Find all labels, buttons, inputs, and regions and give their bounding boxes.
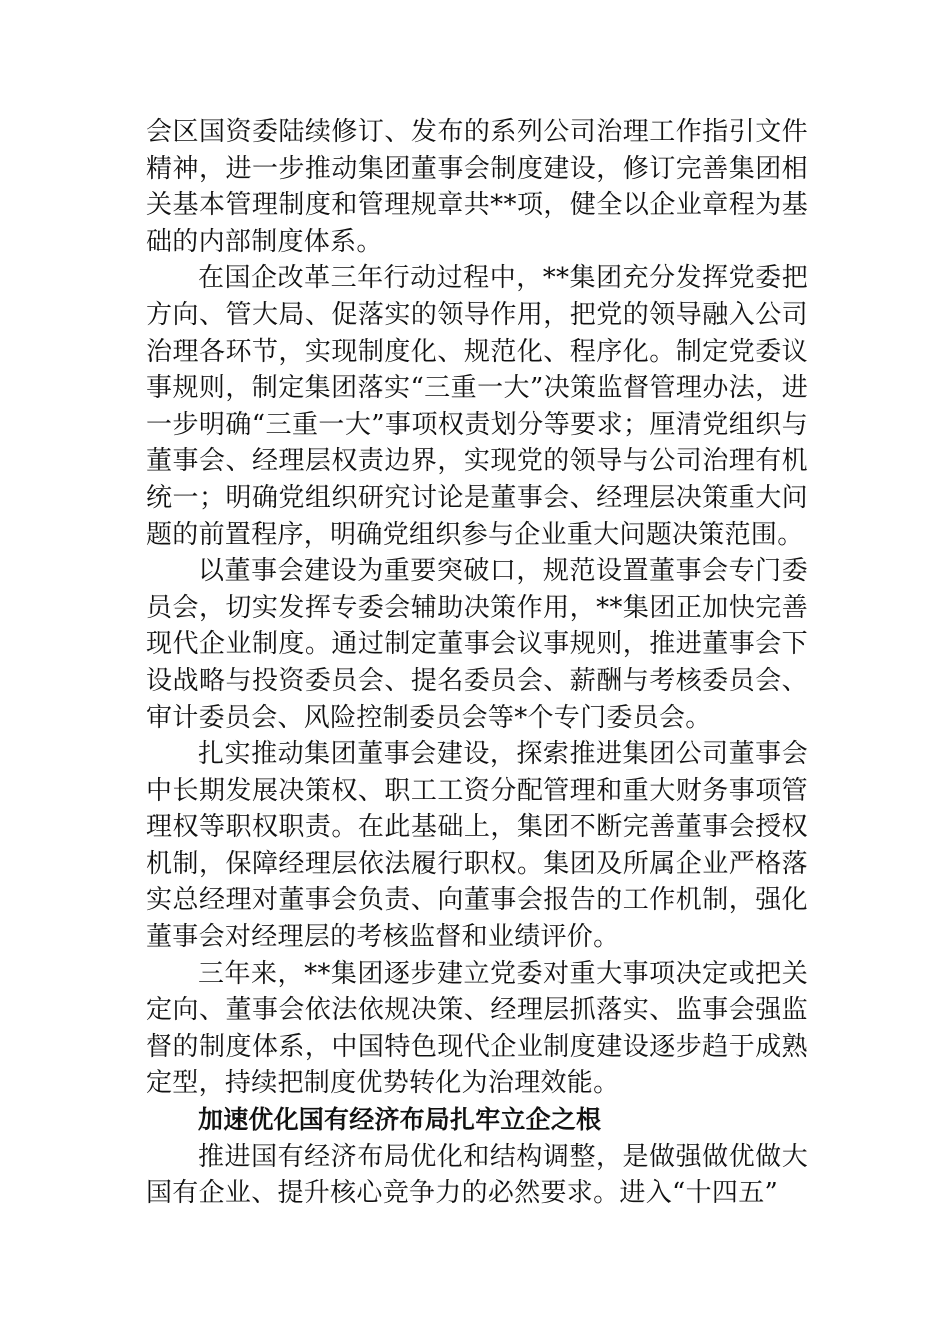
- paragraph-economic-layout: 推进国有经济布局优化和结构调整，是做强做优做大国有企业、提升核心竞争力的必然要求。进入“十四五”: [146, 1141, 808, 1209]
- paragraph-board-committees: 以董事会建设为重要突破口，规范设置董事会专门委员会，切实发挥专委会辅助决策作用，**集团正加快完善现代企业制度。通过制定董事会议事规则，推进董事会下设战略与投资委员会、提名委员会、薪酬与考核委员会、审计委员会、风险控制委员会等*个专门委员会。: [146, 556, 808, 733]
- document-body: [146, 114, 808, 1212]
- paragraph-party-leadership: 在国企改革三年行动过程中，**集团充分发挥党委把方向、管大局、促落实的领导作用，把党的领导融入公司治理各环节，实现制度化、规范化、程序化。制定党委议事规则，制定集团落实“三重一大”决策监督管理办法，进一步明确“三重一大”事项权责划分等要求；厘清党组织与董事会、经理层权责边界，实现党的领导与公司治理有机统一；明确党组织研究讨论是董事会、经理层决策重大问题的前置程序，明确党组织参与企业重大问题决策范围。: [146, 263, 808, 550]
- paragraph-board-authority: 扎实推动集团董事会建设，探索推进集团公司董事会中长期发展决策权、职工工资分配管理和重大财务事项管理权等职权职责。在此基础上，集团不断完善董事会授权机制，保障经理层依法履行职权。集团及所属企业严格落实总经理对董事会负责、向董事会报告的工作机制，强化董事会对经理层的考核监督和业绩评价。: [146, 739, 808, 953]
- paragraph-continuation: 会区国资委陆续修订、发布的系列公司治理工作指引文件精神，进一步推动集团董事会制度建设，修订完善集团相关基本管理制度和管理规章共**项，健全以企业章程为基础的内部制度体系。: [146, 117, 808, 257]
- paragraph-three-years-summary: 三年来，**集团逐步建立党委对重大事项决定或把关定向、董事会依法依规决策、经理层抓落实、监事会强监督的制度体系，中国特色现代企业制度建设逐步趋于成熟定型，持续把制度优势转化为治理效能。: [146, 958, 808, 1099]
- section-heading: 加速优化国有经济布局扎牢立企之根: [198, 1105, 602, 1135]
